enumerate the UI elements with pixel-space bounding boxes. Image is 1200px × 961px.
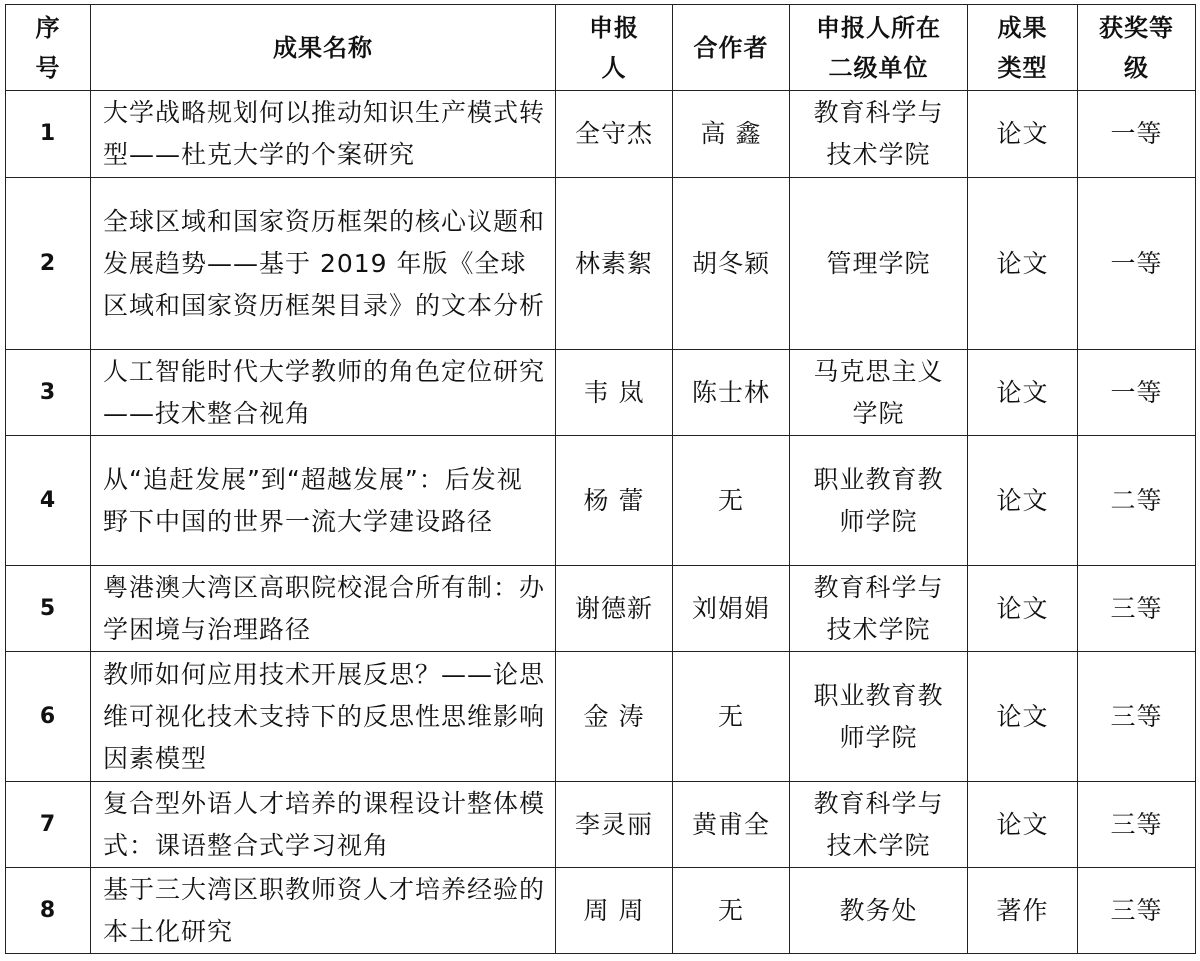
cell-title: 大学战略规划何以推动知识生产模式转型——杜克大学的个案研究 <box>91 91 556 178</box>
cell-applicant: 韦 岚 <box>556 350 673 436</box>
cell-seq: 3 <box>6 350 91 436</box>
cell-collaborator: 陈士林 <box>673 350 790 436</box>
header-type: 成果类型 <box>968 5 1078 91</box>
table-row <box>6 178 1196 350</box>
cell-applicant: 林素絮 <box>556 178 673 350</box>
cell-seq: 8 <box>6 868 91 954</box>
cell-applicant: 全守杰 <box>556 91 673 178</box>
cell-seq: 5 <box>6 566 91 652</box>
cell-title: 教师如何应用技术开展反思？——论思维可视化技术支持下的反思性思维影响因素模型 <box>91 652 556 782</box>
cell-applicant: 谢德新 <box>556 566 673 652</box>
awards-table <box>5 4 1196 954</box>
cell-type: 论文 <box>968 436 1078 566</box>
cell-title: 粤港澳大湾区高职院校混合所有制：办学困境与治理路径 <box>91 566 556 652</box>
cell-seq: 6 <box>6 652 91 782</box>
cell-seq: 7 <box>6 782 91 868</box>
cell-award: 三等 <box>1078 868 1196 954</box>
cell-collaborator: 无 <box>673 868 790 954</box>
cell-collaborator: 无 <box>673 436 790 566</box>
cell-seq: 1 <box>6 91 91 178</box>
header-unit: 申报人所在二级单位 <box>790 5 968 91</box>
header-seq: 序号 <box>6 5 91 91</box>
cell-award: 二等 <box>1078 436 1196 566</box>
cell-seq: 2 <box>6 178 91 350</box>
cell-award: 一等 <box>1078 178 1196 350</box>
cell-type: 论文 <box>968 652 1078 782</box>
cell-collaborator: 刘娟娟 <box>673 566 790 652</box>
cell-title: 人工智能时代大学教师的角色定位研究——技术整合视角 <box>91 350 556 436</box>
cell-award: 三等 <box>1078 566 1196 652</box>
cell-collaborator: 黄甫全 <box>673 782 790 868</box>
cell-title: 复合型外语人才培养的课程设计整体模式：课语整合式学习视角 <box>91 782 556 868</box>
cell-unit: 职业教育教师学院 <box>790 436 968 566</box>
cell-title: 全球区域和国家资历框架的核心议题和发展趋势——基于 2019 年版《全球区域和国家资历框架目录》的文本分析 <box>91 178 556 350</box>
header-award: 获奖等级 <box>1078 5 1196 91</box>
cell-type: 论文 <box>968 566 1078 652</box>
cell-award: 三等 <box>1078 652 1196 782</box>
header-row <box>6 5 1196 91</box>
table-row <box>6 350 1196 436</box>
cell-title: 从“追赶发展”到“超越发展”：后发视野下中国的世界一流大学建设路径 <box>91 436 556 566</box>
cell-award: 一等 <box>1078 91 1196 178</box>
header-applicant: 申报人 <box>556 5 673 91</box>
table-row <box>6 91 1196 178</box>
cell-title: 基于三大湾区职教师资人才培养经验的本土化研究 <box>91 868 556 954</box>
cell-applicant: 李灵丽 <box>556 782 673 868</box>
cell-award: 一等 <box>1078 350 1196 436</box>
cell-unit: 管理学院 <box>790 178 968 350</box>
header-title: 成果名称 <box>91 5 556 91</box>
cell-applicant: 杨 蕾 <box>556 436 673 566</box>
table-row <box>6 868 1196 954</box>
cell-type: 论文 <box>968 91 1078 178</box>
table-row <box>6 436 1196 566</box>
cell-applicant: 金 涛 <box>556 652 673 782</box>
cell-unit: 教务处 <box>790 868 968 954</box>
cell-collaborator: 无 <box>673 652 790 782</box>
cell-unit: 职业教育教师学院 <box>790 652 968 782</box>
table-row <box>6 566 1196 652</box>
cell-unit: 教育科学与技术学院 <box>790 782 968 868</box>
cell-award: 三等 <box>1078 782 1196 868</box>
cell-collaborator: 高 鑫 <box>673 91 790 178</box>
table-row <box>6 782 1196 868</box>
cell-applicant: 周 周 <box>556 868 673 954</box>
cell-type: 论文 <box>968 178 1078 350</box>
cell-unit: 马克思主义学院 <box>790 350 968 436</box>
cell-type: 论文 <box>968 350 1078 436</box>
cell-unit: 教育科学与技术学院 <box>790 566 968 652</box>
table-row <box>6 652 1196 782</box>
cell-seq: 4 <box>6 436 91 566</box>
cell-type: 著作 <box>968 868 1078 954</box>
header-collaborator: 合作者 <box>673 5 790 91</box>
cell-unit: 教育科学与技术学院 <box>790 91 968 178</box>
cell-type: 论文 <box>968 782 1078 868</box>
cell-collaborator: 胡冬颖 <box>673 178 790 350</box>
